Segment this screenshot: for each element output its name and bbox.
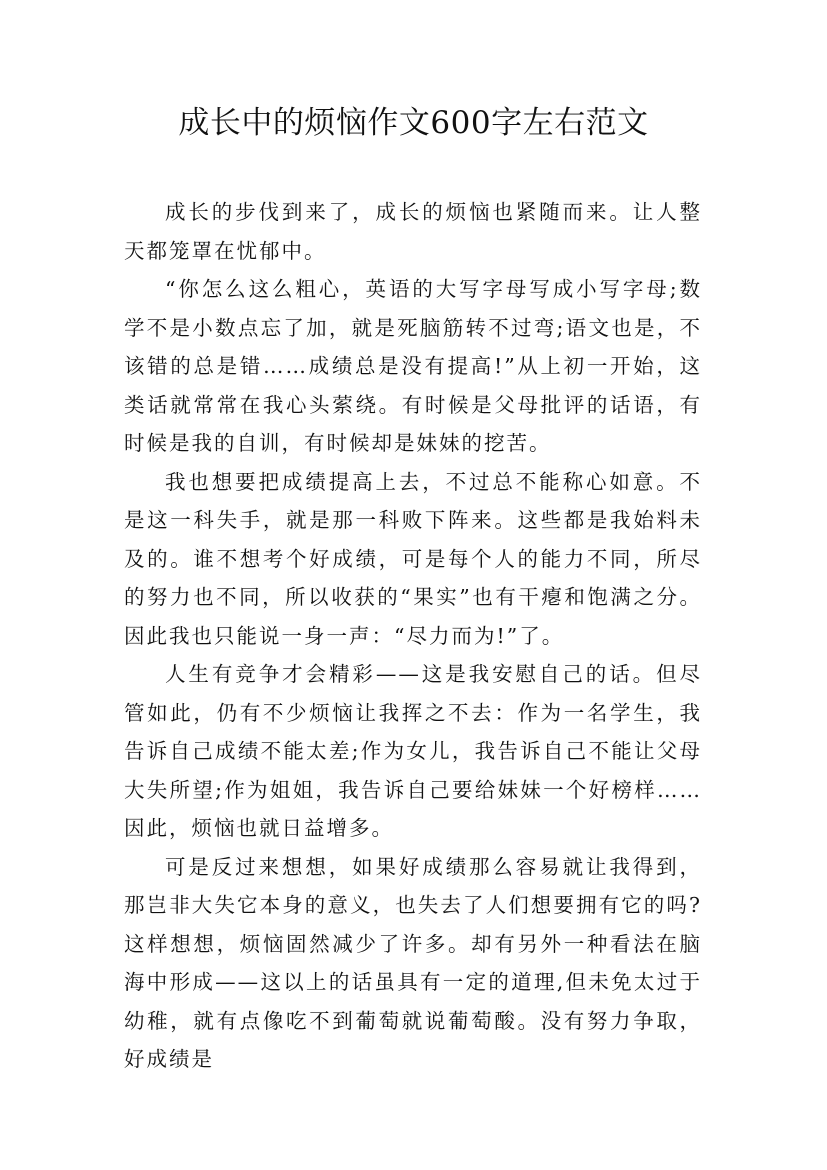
paragraph: 成长的步伐到来了，成长的烦恼也紧随而来。让人整天都笼罩在忧郁中。: [124, 200, 702, 263]
document-title: 成长中的烦恼作文600字左右范文: [178, 105, 649, 141]
document-body: [124, 193, 702, 1079]
paragraph: 我也想要把成绩提高上去，不过总不能称心如意。不是这一科失手，就是那一科败下阵来。这些都是我始料未及的。谁不想考个好成绩，可是每个人的能力不同，所尽的努力也不同，所以收获的“果实”也有干瘪和饱满之分。因此我也只能说一身一声：“尽力而为!”了。: [124, 469, 702, 648]
paragraph: 可是反过来想想，如果好成绩那么容易就让我得到，那岂非大失它本身的意义，也失去了人们想要拥有它的吗?这样想想，烦恼固然减少了许多。却有另外一种看法在脑海中形成——这以上的话虽具有一定的道理,但未免太过于幼稚，就有点像吃不到葡萄就说葡萄酸。没有努力争取，好成绩是: [124, 854, 702, 1071]
paragraph: 人生有竞争才会精彩——这是我安慰自己的话。但尽管如此，仍有不少烦恼让我挥之不去：作为一名学生，我告诉自己成绩不能太差;作为女儿，我告诉自己不能让父母大失所望;作为姐姐，我告诉自己要给妹妹一个好榜样……因此，烦恼也就日益增多。: [124, 662, 702, 840]
paragraph: “你怎么这么粗心，英语的大写字母写成小写字母;数学不是小数点忘了加，就是死脑筋转不过弯;语文也是，不该错的总是错……成绩总是没有提高!”从上初一开始，这类话就常常在我心头萦绕。有时候是父母批评的话语，有时候是我的自训，有时候却是妹妹的挖苦。: [124, 277, 702, 455]
